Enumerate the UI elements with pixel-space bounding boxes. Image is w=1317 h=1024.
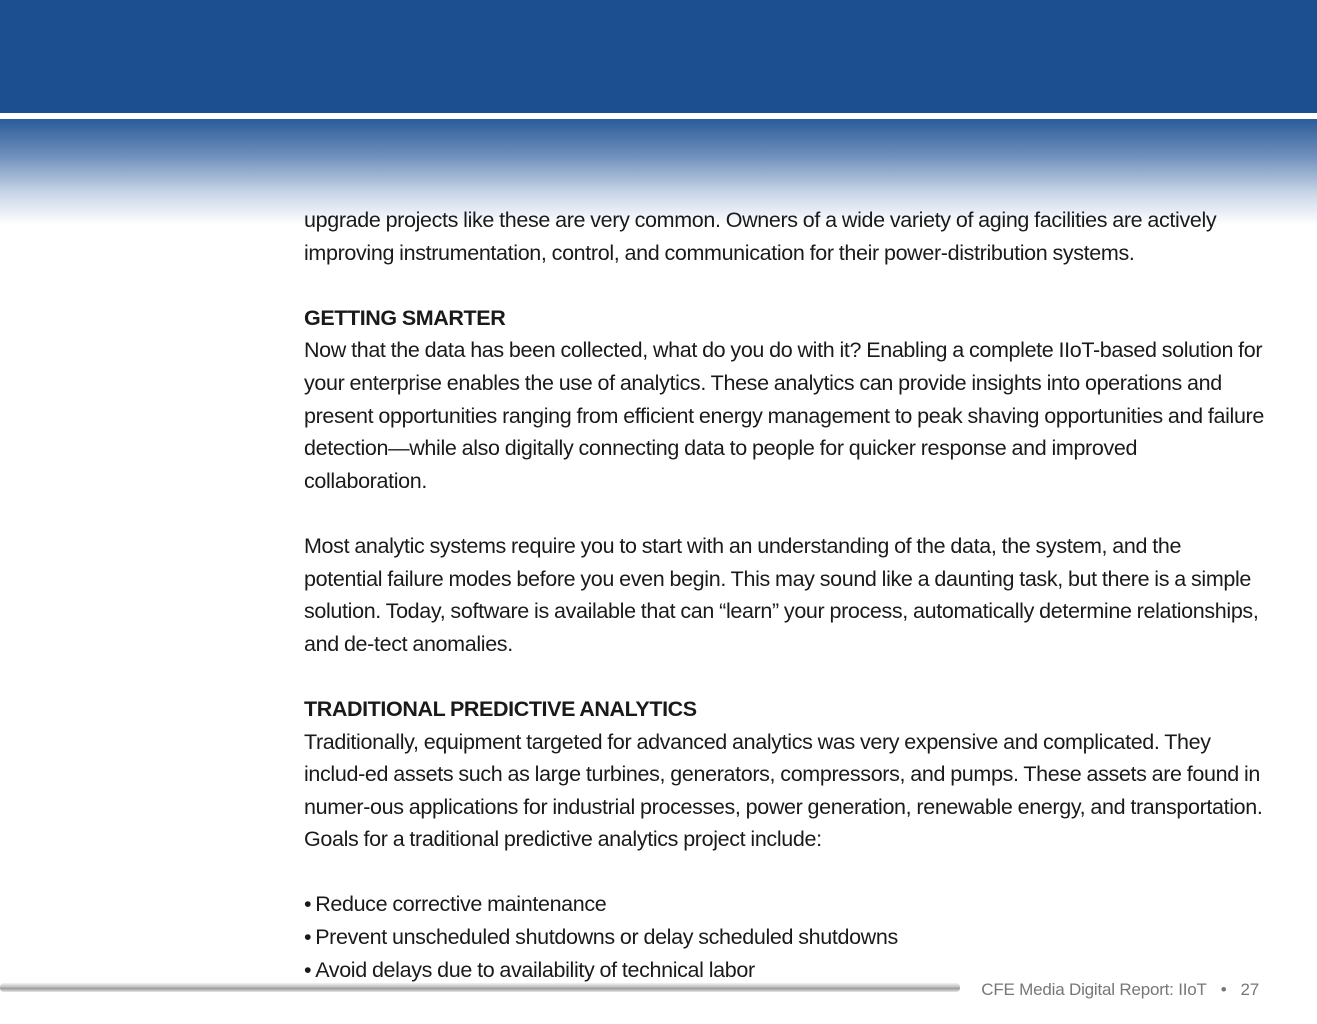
section-heading-traditional-predictive-analytics: TRADITIONAL PREDICTIVE ANALYTICS (304, 696, 697, 721)
goals-list (304, 888, 1264, 986)
intro-paragraph: upgrade projects like these are very common. Owners of a wide variety of aging facilities are actively improving instrumentation, control, and communication for their power-distribution systems. (304, 208, 1217, 265)
page-number: 27 (1240, 980, 1259, 999)
bullet-icon: • (304, 892, 312, 917)
footer-separator: • (1220, 980, 1227, 999)
list-item-text: Avoid delays due to availability of technical labor (315, 957, 755, 982)
paragraph-analytics: Now that the data has been collected, what do you do with it? Enabling a complete IIoT-based solution for your enterprise enables the use of analytics. These analytics can provide insights into operations and present opportunities ranging from efficient energy management to peak shaving opportunities and failure detection—while also digitally connecting data to people for quicker response and improved collaboration. (304, 338, 1264, 493)
bullet-icon: • (304, 925, 312, 950)
article-body (304, 204, 1264, 986)
footer-bar (0, 983, 960, 992)
paragraph-traditional: Traditionally, equipment targeted for advanced analytics was very expensive and complicated. They includ-ed assets such as large turbines, generators, compressors, and pumps. These assets are found in numer-ous applications for industrial processes, power generation, renewable energy, and transportation. Goals for a traditional predictive analytics project include: (304, 729, 1263, 852)
list-item (304, 888, 1264, 921)
list-item (304, 921, 1264, 954)
bullet-icon: • (304, 957, 312, 982)
page-footer (981, 977, 1259, 1003)
paragraph-analytic-systems: Most analytic systems require you to start with an understanding of the data, the system, and the potential failure modes before you even begin. This may sound like a daunting task, but there is a simple solution. Today, software is available that can “learn” your process, automatically determine relationships, and de-tect anomalies. (304, 533, 1259, 656)
list-item-text: Reduce corrective maintenance (315, 892, 607, 917)
header-band (0, 0, 1317, 113)
publication-title: CFE Media Digital Report: IIoT (981, 980, 1207, 999)
list-item-text: Prevent unscheduled shutdowns or delay scheduled shutdowns (315, 925, 898, 950)
section-heading-getting-smarter: GETTING SMARTER (304, 305, 506, 330)
